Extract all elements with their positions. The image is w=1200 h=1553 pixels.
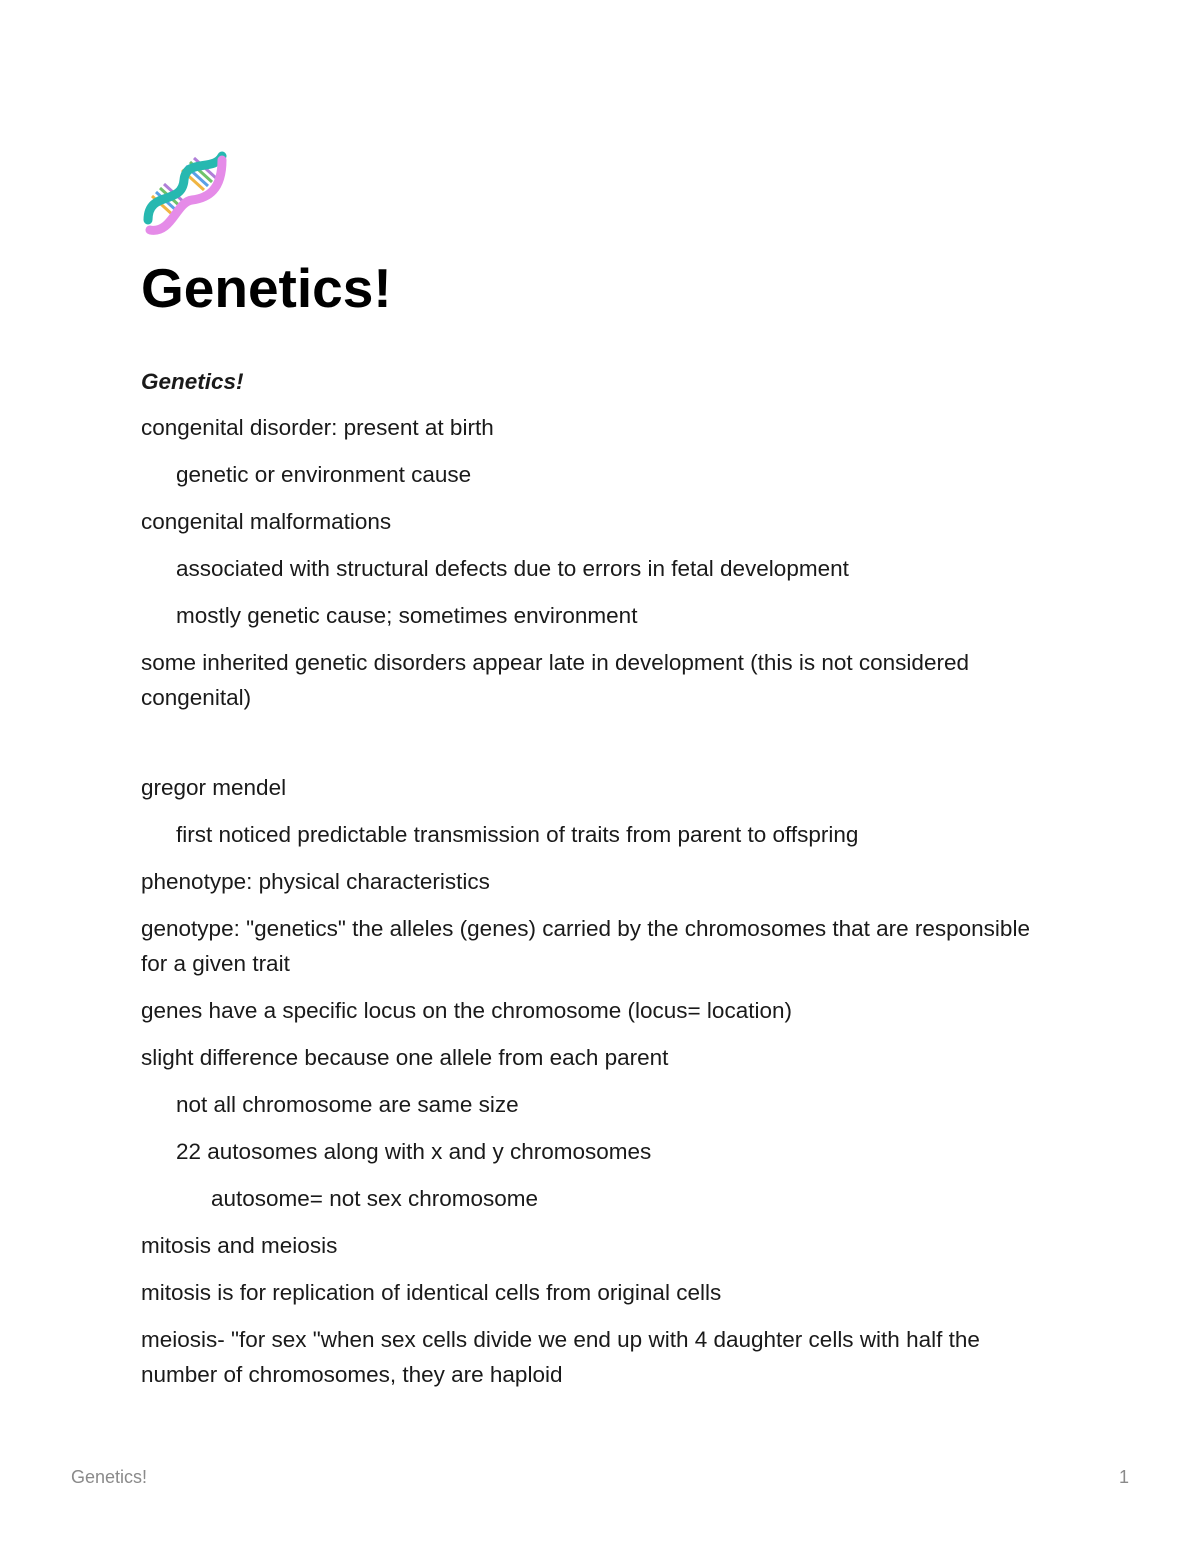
note-line: associated with structural defects due to errors in fetal development [176, 556, 849, 581]
notes-body [141, 364, 1041, 1404]
page-number: 1 [1118, 1467, 1129, 1487]
note-line: first noticed predictable transmission of traits from parent to offspring [176, 822, 859, 847]
note-line: genes have a specific locus on the chromosome (locus= location) [141, 998, 792, 1023]
note-line: mostly genetic cause; sometimes environment [176, 603, 638, 628]
note-line: genetic or environment cause [176, 462, 472, 487]
note-line: mitosis is for replication of identical cells from original cells [141, 1280, 722, 1305]
blank-line [141, 727, 1041, 770]
note-line: congenital disorder: present at birth [141, 415, 494, 440]
page-title: Genetics! [141, 257, 392, 319]
note-line: phenotype: physical characteristics [141, 869, 490, 894]
section-subheading: Genetics! [141, 369, 244, 394]
note-line: congenital malformations [141, 509, 392, 534]
dna-icon [142, 150, 228, 236]
note-line: genotype: "genetics" the alleles (genes) carried by the chromosomes that are responsible for a given trait [141, 916, 1030, 976]
note-line: autosome= not sex chromosome [211, 1186, 539, 1211]
note-line: meiosis- "for sex "when sex cells divide we end up with 4 daughter cells with half the number of chromosomes, they are haploid [141, 1327, 980, 1387]
note-line: some inherited genetic disorders appear late in development (this is not considered congenital) [141, 650, 969, 710]
note-line: mitosis and meiosis [141, 1233, 338, 1258]
note-line: not all chromosome are same size [176, 1092, 519, 1117]
note-line: 22 autosomes along with x and y chromosomes [176, 1139, 652, 1164]
note-line: slight difference because one allele from each parent [141, 1045, 669, 1070]
note-line: gregor mendel [141, 775, 287, 800]
footer-title: Genetics! [71, 1467, 148, 1487]
